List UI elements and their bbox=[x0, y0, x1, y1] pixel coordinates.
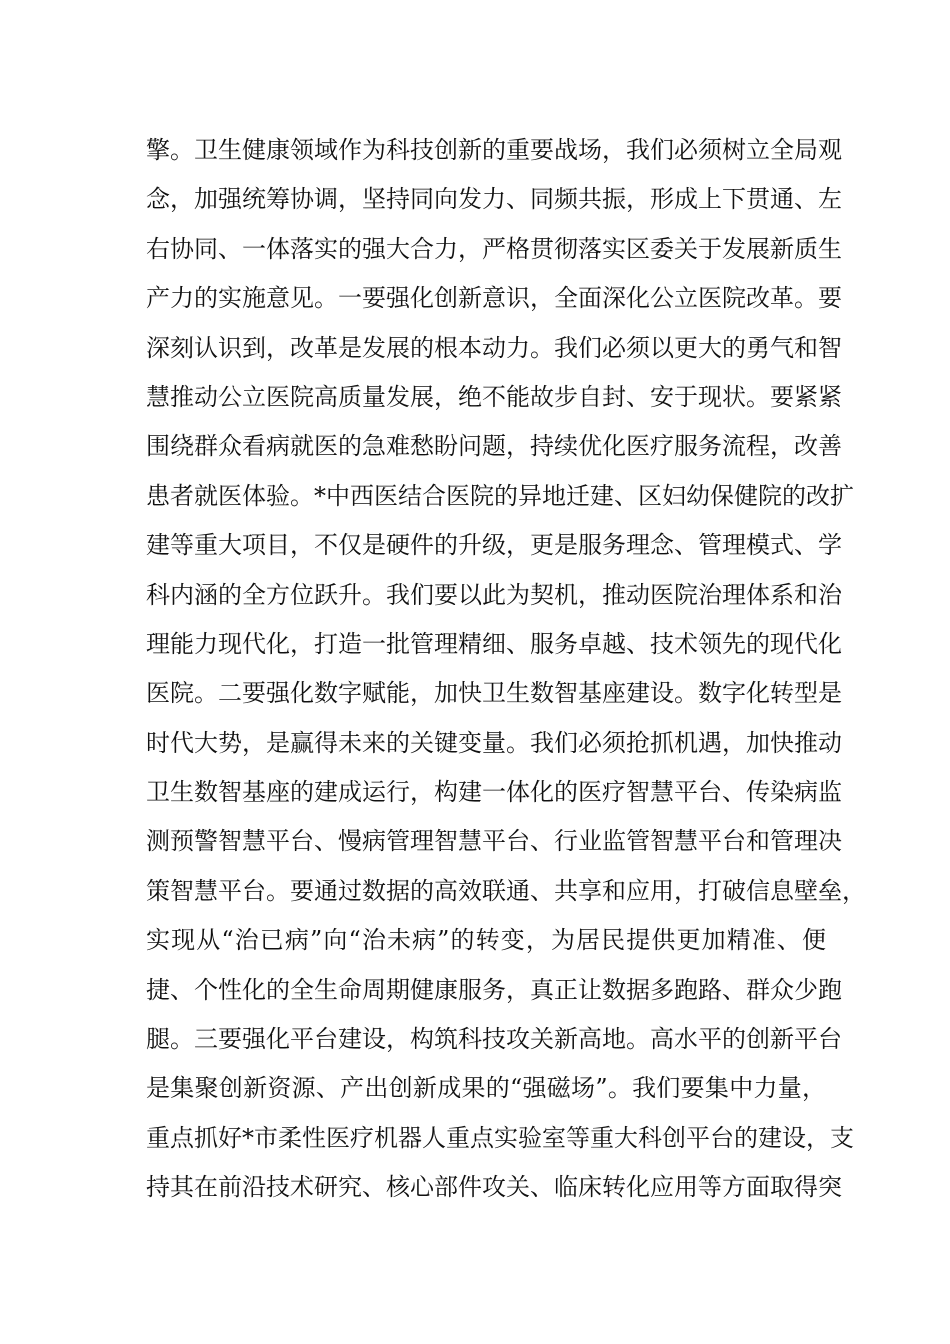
text-line: 理能力现代化，打造一批管理精细、服务卓越、技术领先的现代化 bbox=[146, 629, 842, 658]
body-text bbox=[146, 126, 866, 1213]
text-line: 重点抓好*市柔性医疗机器人重点实验室等重大科创平台的建设，支 bbox=[146, 1123, 854, 1152]
text-line: 医院。二要强化数字赋能，加快卫生数智基座建设。数字化转型是 bbox=[146, 679, 842, 708]
text-line: 围绕群众看病就医的急难愁盼问题，持续优化医疗服务流程，改善 bbox=[146, 432, 842, 461]
text-line: 腿。三要强化平台建设，构筑科技攻关新高地。高水平的创新平台 bbox=[146, 1025, 842, 1054]
text-line: 产力的实施意见。一要强化创新意识，全面深化公立医院改革。要 bbox=[146, 284, 842, 313]
text-line: 持其在前沿技术研究、核心部件攻关、临床转化应用等方面取得突 bbox=[146, 1173, 842, 1202]
text-line: 右协同、一体落实的强大合力，严格贯彻落实区委关于发展新质生 bbox=[146, 234, 842, 263]
text-line: 慧推动公立医院高质量发展，绝不能故步自封、安于现状。要紧紧 bbox=[146, 382, 842, 411]
text-line: 捷、个性化的全生命周期健康服务，真正让数据多跑路、群众少跑 bbox=[146, 975, 842, 1004]
text-line: 患者就医体验。*中西医结合医院的异地迁建、区妇幼保健院的改扩 bbox=[146, 481, 854, 510]
text-line: 是集聚创新资源、产出创新成果的“强磁场”。我们要集中力量， bbox=[146, 1074, 826, 1103]
text-line: 建等重大项目，不仅是硬件的升级，更是服务理念、管理模式、学 bbox=[146, 531, 842, 560]
text-line: 实现从“治已病”向“治未病”的转变，为居民提供更加精准、便 bbox=[146, 926, 826, 955]
text-line: 测预警智慧平台、慢病管理智慧平台、行业监管智慧平台和管理决 bbox=[146, 827, 842, 856]
text-line: 科内涵的全方位跃升。我们要以此为契机，推动医院治理体系和治 bbox=[146, 580, 842, 609]
text-line: 策智慧平台。要通过数据的高效联通、共享和应用，打破信息壁垒， bbox=[146, 876, 866, 905]
text-line: 卫生数智基座的建成运行，构建一体化的医疗智慧平台、传染病监 bbox=[146, 778, 842, 807]
text-line: 时代大势，是赢得未来的关键变量。我们必须抢抓机遇，加快推动 bbox=[146, 728, 842, 757]
text-line: 深刻认识到，改革是发展的根本动力。我们必须以更大的勇气和智 bbox=[146, 333, 842, 362]
text-line: 念，加强统筹协调，坚持同向发力、同频共振，形成上下贯通、左 bbox=[146, 185, 842, 214]
text-line: 擎。卫生健康领域作为科技创新的重要战场，我们必须树立全局观 bbox=[146, 136, 842, 164]
